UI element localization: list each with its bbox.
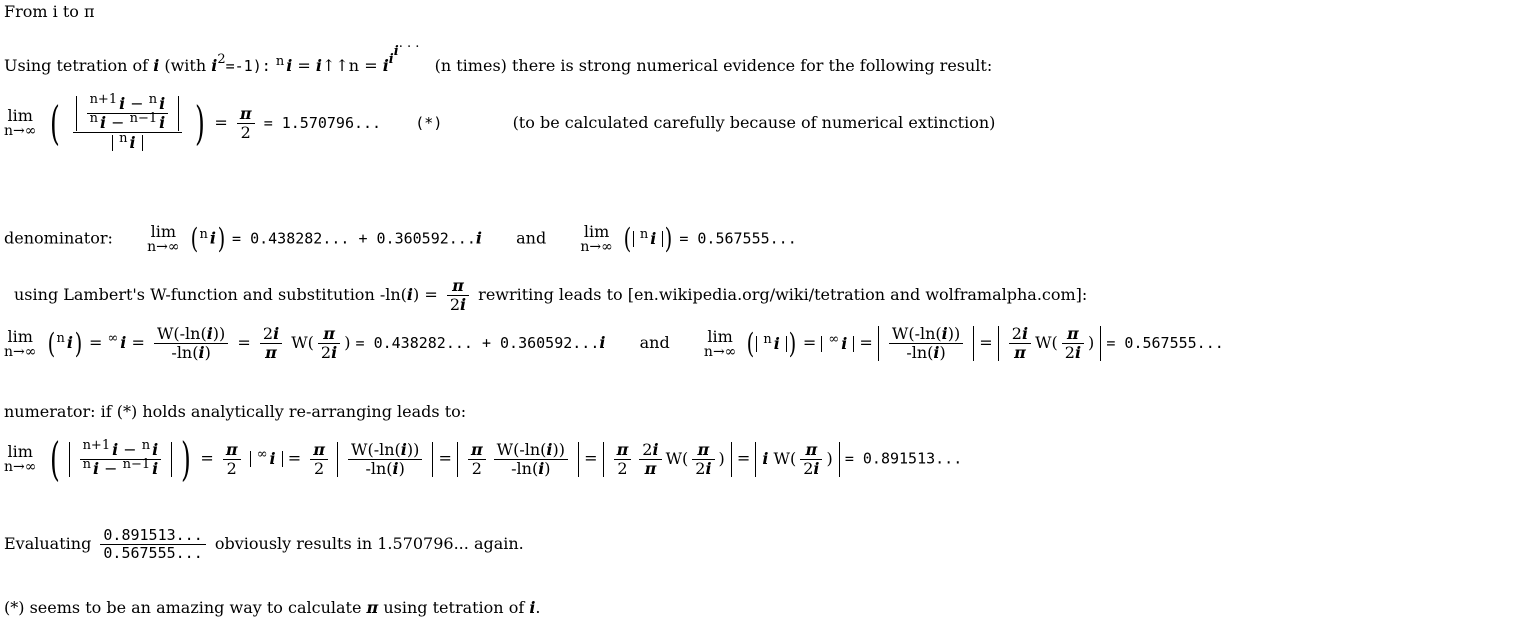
conclusion-tail: using tetration of [383,598,525,617]
limit-operator: lim n→∞ [147,222,180,255]
numerator-label-line [4,404,466,420]
conclusion-line: (*) seems to be an amazing way to calculate π using tetration of i. [4,598,541,617]
intro-text: Using tetration of [4,56,149,75]
intro-eq: =-1): [225,57,271,75]
main-fraction: $\frac{\frac{^{n+1} i - ^n i}{^n i - ^{n-1} i}}{^n i}$ [73,96,183,151]
symbol-i: i [211,56,218,75]
arrow-notation: ↑↑n [321,56,360,75]
evaluating-text: Evaluating [4,534,92,553]
limit-operator: lim n→∞ [4,326,37,360]
lambert-source: rewriting leads to [en.wikipedia.org/wiki/tetration and wolframalpha.com]: [478,285,1088,304]
numerator-line: lim n→∞ ( $\frac{^{n+1} i - ^n i}{^n i - ^{n-1} i}$ ) = $\frac{\pi}{2}$ ∞ i = $\frac{\pi}{2}$ $\frac{W(-\ln(i))}{-\ln(i)}$ = $\frac{\pi}{2}$ $\frac{W(-\ln(i))}{-\ln(i)}$ = $\frac{\pi}{2}$ $\frac{2i}{\pi}$ W( $\frac{\pi}{2i}$ ) = i W( $\frac{\pi}{2i}$ ) = 0.891513... [4,432,963,486]
final-fraction: $\frac{0.891513...}{0.567555...}$ [100,528,205,561]
main-limit-line: lim n→∞ ( $\frac{\frac{^{n+1} i - ^n i}{^n i - ^{n-1} i}}{^n i}$ ) = $\frac{\pi}{2}$ = 1.570796... (*) (to be calculated carefully because of numerical extinction) [4,92,996,152]
w-fraction: $\frac{W(-\ln(i))}{-\ln(i)}$ [154,326,228,361]
limit-operator: lim n→∞ [580,222,613,255]
evaluating-line [4,528,524,561]
equals: = [364,56,378,75]
intro-tail: n times) there is strong numerical evidence for the following result: [440,56,993,75]
equals: = [297,56,311,75]
tower-i: i [388,52,394,67]
symbol-i: i [315,56,322,75]
symbol-i: i [153,56,160,75]
intro-with: (with [164,56,207,75]
lambert-text: using Lambert's W-function and substitution -ln( [14,285,407,304]
tower-dots: . . . [398,36,420,51]
left-paren: ( [49,96,60,151]
denominator-complex: = 0.438282... + 0.360592... [232,229,476,248]
w-abs-value: = 0.567555... [1106,334,1224,352]
star-marker: (*) [415,113,443,132]
evaluating-result: obviously results in 1.570796... again. [214,534,524,553]
conclusion-text: (*) seems to be an amazing way to calculate [4,598,362,617]
w-complex-value: = 0.438282... + 0.360592... [355,334,600,352]
main-value: = 1.570796... [263,113,382,132]
and-word: and [639,333,670,352]
title-line [4,4,95,20]
w-function-line: lim n→∞ ( $^n$ i) = ∞ i = $\frac{W(-\ln(i))}{-\ln(i)}$ = $\frac{2i}{\pi}$ W( $\frac{\pi}{2i}$ ) = 0.438282... + 0.360592...i and lim n→∞ ( $^n$ i ) = ∞ i = $\frac{W(-\ln(i))}{-\ln(i)}$ = $\frac{2i}{\pi}$ W( $\frac{\pi}{2i}$ ) = 0.567555... [4,324,1224,362]
ratio-abs: $\frac{^{n+1} i - ^n i}{^n i - ^{n-1} i}$ [76,96,180,131]
denominator-line: denominator: lim n→∞ ( $^n$ i) = 0.438282... + 0.360592...i and lim n→∞ ( $^n$ i ) = 0.567555... [4,222,797,255]
denominator-abs: = 0.567555... [679,229,797,248]
intro-line: Using tetration of i (with $i^2=-1$): $^n$ i = i↑↑n = $i^{ii. . .}$ (n times) there is strong numerical evidence for the following result: [4,36,993,75]
right-paren: ) [195,96,206,151]
numerator-value: = 0.891513... [844,449,963,468]
numerator-label: numerator: if (*) holds analytically re-arranging leads to: [4,402,467,421]
limit-operator: lim n→∞ [703,326,737,360]
pi-over-2: $\frac{\pi}{2}$ [237,106,255,141]
pi-over-2i: $\frac{\pi}{2i}$ [447,278,469,313]
and-word: and [516,228,547,248]
tower-i: i [393,44,399,59]
page-title: From i to π [4,2,95,21]
limit-operator: lim n→∞ [4,442,37,475]
limit-operator: lim n→∞ [4,106,37,140]
lambert-line: using Lambert's W-function and substitution -ln(i) = $\frac{\pi}{2i}$ rewriting leads to [en.wikipedia.org/wiki/tetration and wolframalpha.com]: [14,276,1088,314]
exponent: 2 [217,52,226,67]
main-note: (to be calculated carefully because of numerical extinction) [512,112,996,132]
denominator-label: denominator: [4,228,113,248]
tetration-index: n [275,54,285,69]
symbol-i: i [286,56,293,75]
symbol-i: i [382,56,389,75]
